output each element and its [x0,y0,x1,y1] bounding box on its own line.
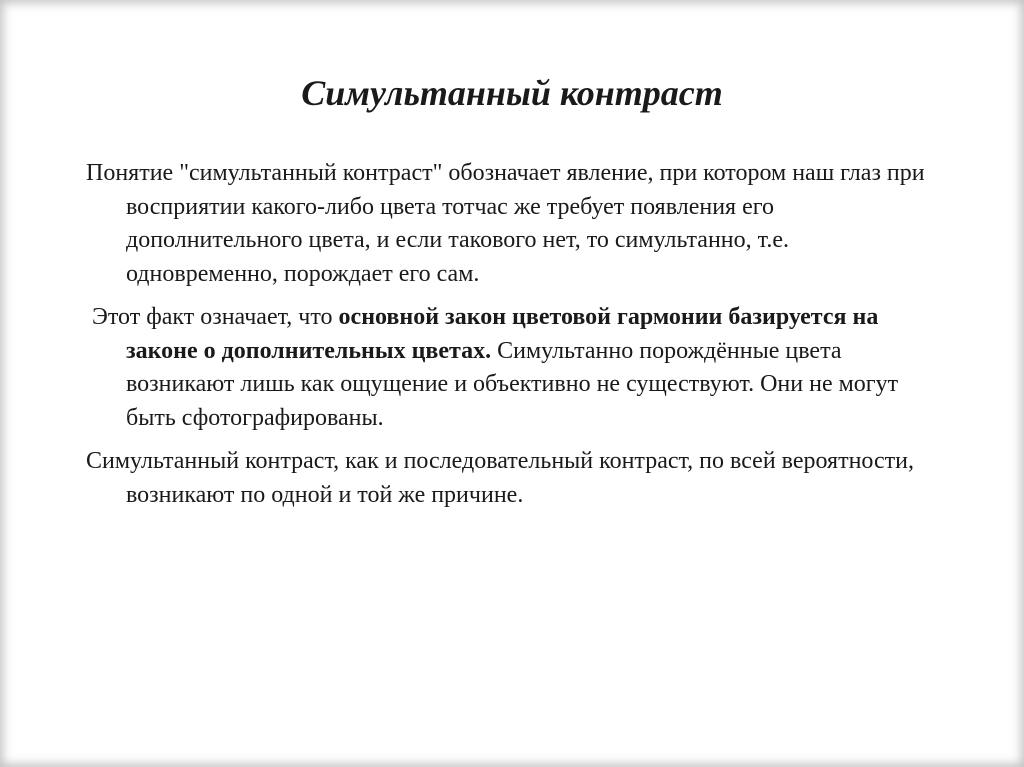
paragraph-harmony-law [86,301,946,435]
paragraph-harmony-intro: Этот факт означает, что [92,304,339,330]
slide-body [86,157,946,522]
paragraph-definition: Понятие "симультанный контраст" обозначает явление, при котором наш глаз при восприятии какого-либо цвета тотчас же требует появления его дополнительного цвета, и если такового нет, то симультанно, т.е. одновременно, порождает его сам. [86,160,925,287]
paragraph-cause: Симультанный контраст, как и последовательный контраст, по всей вероятности, возникают по одной и той же причине. [86,448,914,508]
slide-title: Симультанный контраст [301,73,723,113]
paragraph-harmony-rest: Симультанно порождённые цвета возникают лишь как ощущение и объективно не существуют. Они не могут быть сфотографированы. [126,337,899,431]
paragraph-harmony-bold: основной закон цветовой гармонии базируется на законе о дополнительных цветах. [126,304,879,364]
